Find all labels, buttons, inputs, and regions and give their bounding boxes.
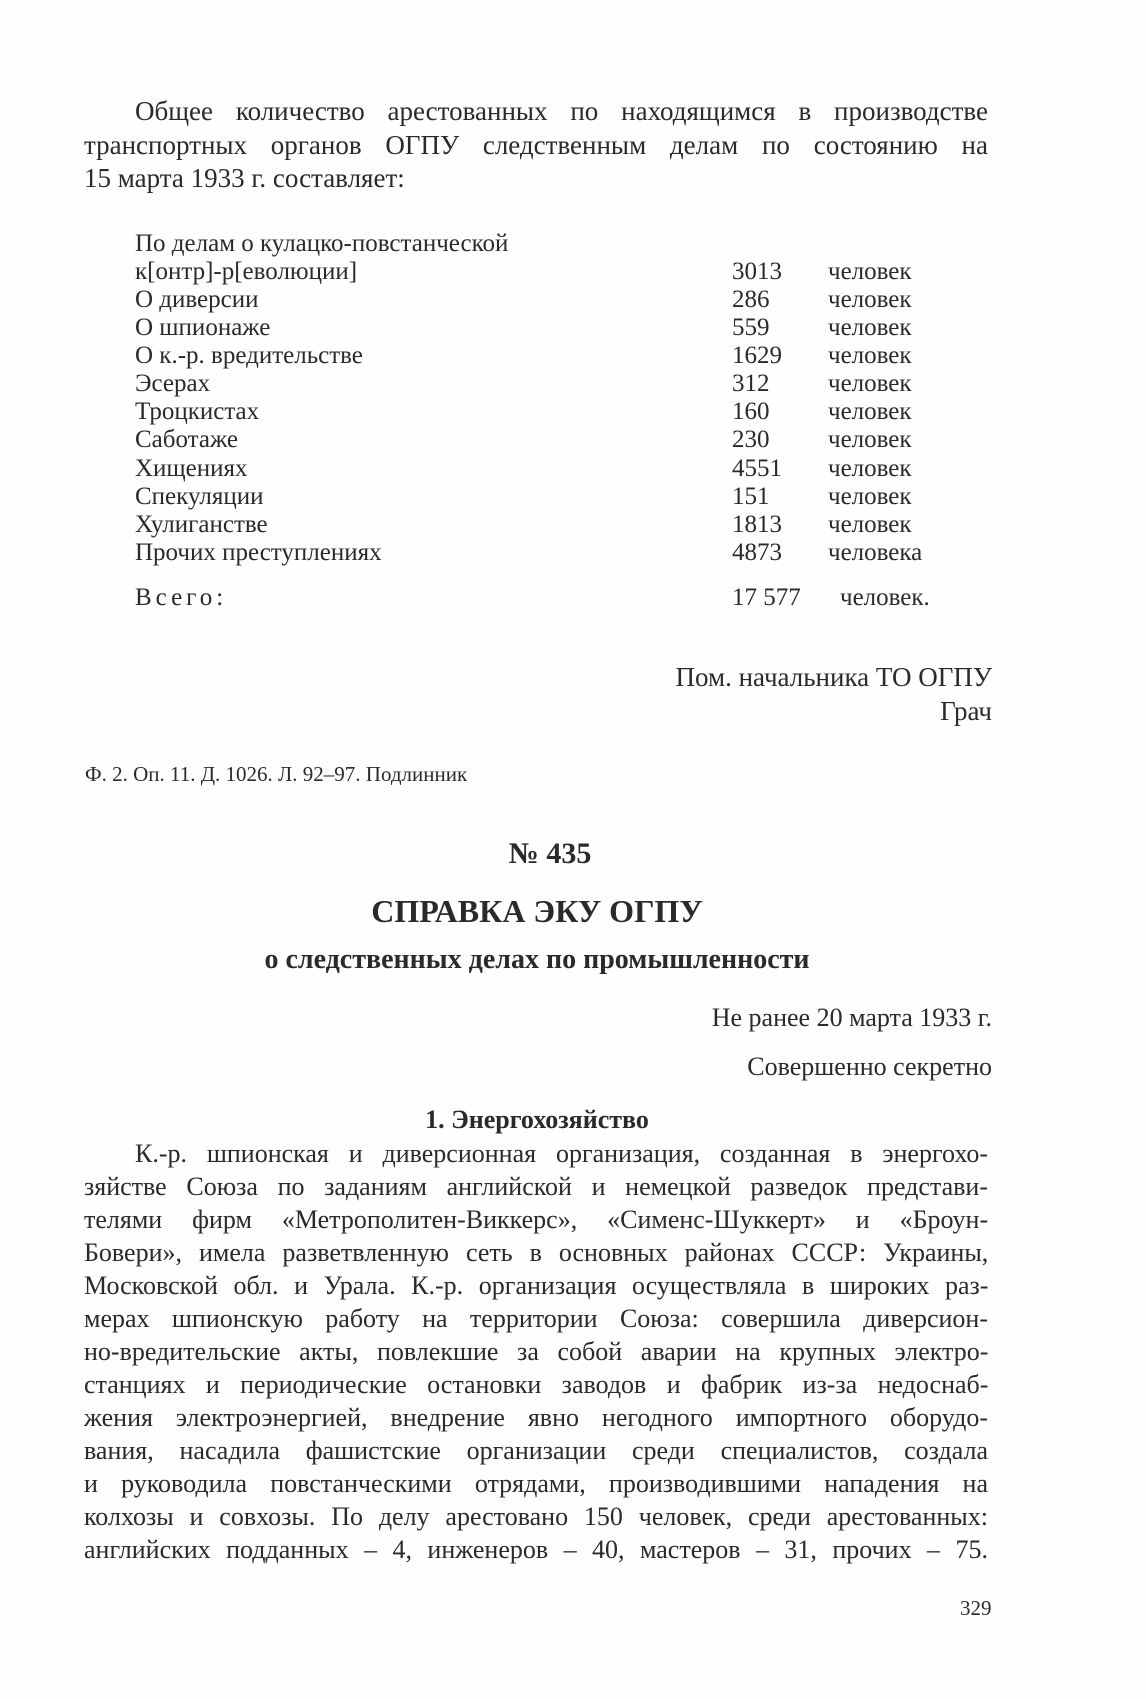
total-label: Всего: <box>135 584 228 611</box>
row-label: Хулиганстве <box>135 511 268 538</box>
table-row <box>135 314 995 342</box>
document-classification: Совершенно секретно <box>747 1052 992 1081</box>
section-heading-text: 1. Энергохозяйство <box>425 1105 649 1134</box>
row-unit: человек <box>828 286 912 313</box>
paragraph-line: Московской обл. и Урала. К.-р. организация осуществляла в широких раз- <box>84 1271 989 1300</box>
intro-line: 15 марта 1933 г. составляет: <box>84 163 405 193</box>
paragraph-line: и руководила повстанческими отрядами, производившими нападения на <box>84 1469 988 1498</box>
row-label: О к.-р. вредительстве <box>135 342 363 369</box>
row-count: 160 <box>732 398 770 425</box>
row-count: 3013 <box>732 258 782 285</box>
document-subtitle <box>0 944 1146 976</box>
paragraph-line: жения электроэнергией, внедрение явно негодного импортного оборудо- <box>84 1403 988 1432</box>
intro-line: Общее количество арестованных по находящимся в производстве <box>135 96 988 126</box>
row-label: Эсерах <box>135 370 211 397</box>
document-number-text: № 435 <box>508 837 592 870</box>
row-count: 151 <box>732 483 770 510</box>
table-header-line <box>135 230 995 258</box>
document-title <box>0 893 1146 929</box>
row-label: Хищениях <box>135 455 248 482</box>
document-subtitle-text: о следственных делах по промышленности <box>264 944 810 975</box>
row-count: 1629 <box>732 342 782 369</box>
table-row <box>135 258 995 286</box>
row-label: О шпионаже <box>135 314 271 341</box>
signature-name: Грач <box>940 696 992 726</box>
row-count: 4551 <box>732 455 782 482</box>
row-count: 312 <box>732 370 770 397</box>
total-unit: человек. <box>840 584 930 611</box>
paragraph-line: мерах шпионскую работу на территории Союза: совершила диверсион- <box>84 1304 988 1333</box>
row-label: Троцкистах <box>135 398 260 425</box>
row-count: 230 <box>732 426 770 453</box>
paragraph-line: колхозы и совхозы. По делу арестовано 150 человек, среди арестованных: <box>84 1502 988 1531</box>
page-number: 329 <box>960 1596 992 1620</box>
row-unit: человек <box>828 370 912 397</box>
row-unit: человек <box>828 342 912 369</box>
row-unit: человека <box>828 539 923 566</box>
row-unit: человек <box>828 511 912 538</box>
row-unit: человек <box>828 258 912 285</box>
paragraph-line: вания, насадила фашистские организации среди специалистов, создала <box>84 1436 988 1465</box>
row-count: 4873 <box>732 539 782 566</box>
row-label: О диверсии <box>135 286 259 313</box>
paragraph-line: зяйстве Союза по заданиям английской и немецкой разведок представи- <box>84 1172 988 1201</box>
document-title-text: СПРАВКА ЭКУ ОГПУ <box>371 893 703 929</box>
table-row <box>135 539 995 567</box>
table-header-text: По делам о кулацко-повстанческой <box>135 230 509 257</box>
paragraph-line: К.-р. шпионская и диверсионная организация, созданная в энергохо- <box>135 1139 988 1168</box>
table-row <box>135 511 995 539</box>
row-unit: человек <box>828 314 912 341</box>
row-label: Саботаже <box>135 426 239 453</box>
signature-position: Пом. начальника ТО ОГПУ <box>675 662 992 692</box>
row-unit: человек <box>828 455 912 482</box>
row-label: Спекуляции <box>135 483 264 510</box>
table-row <box>135 286 995 314</box>
row-label: Прочих преступлениях <box>135 539 382 566</box>
section-heading <box>0 1105 1146 1135</box>
row-unit: человек <box>828 483 912 510</box>
row-count: 1813 <box>732 511 782 538</box>
row-unit: человек <box>828 426 912 453</box>
table-row <box>135 370 995 398</box>
paragraph-line: телями фирм «Метрополитен-Виккерс», «Сименс-Шуккерт» и «Броун- <box>84 1205 989 1234</box>
table-row <box>135 342 995 370</box>
intro-line: транспортных органов ОГПУ следственным делам по состоянию на <box>84 130 988 160</box>
archive-citation: Ф. 2. Оп. 11. Д. 1026. Л. 92–97. Подлинник <box>85 762 468 786</box>
row-count: 559 <box>732 314 770 341</box>
table-row <box>135 426 995 454</box>
document-number <box>0 837 1146 871</box>
paragraph-line: но-вредительские акты, повлекшие за собой аварии на крупных электро- <box>84 1337 989 1366</box>
row-count: 286 <box>732 286 770 313</box>
table-row <box>135 398 995 426</box>
paragraph-line: станциях и периодические остановки заводов и фабрик из-за недоснаб- <box>84 1370 989 1399</box>
row-label: к[онтр]-р[еволюции] <box>135 258 358 285</box>
row-unit: человек <box>828 398 912 425</box>
table-row <box>135 483 995 511</box>
table-row <box>135 455 995 483</box>
paragraph-line: Бовери», имела разветвленную сеть в основных районах СССР: Украины, <box>84 1238 989 1267</box>
table-total-row <box>135 584 995 612</box>
document-date: Не ранее 20 марта 1933 г. <box>711 1003 992 1032</box>
total-count: 17 577 <box>732 584 801 611</box>
paragraph-line: английских подданных – 4, инженеров – 40, мастеров – 31, прочих – 75. <box>84 1535 988 1564</box>
